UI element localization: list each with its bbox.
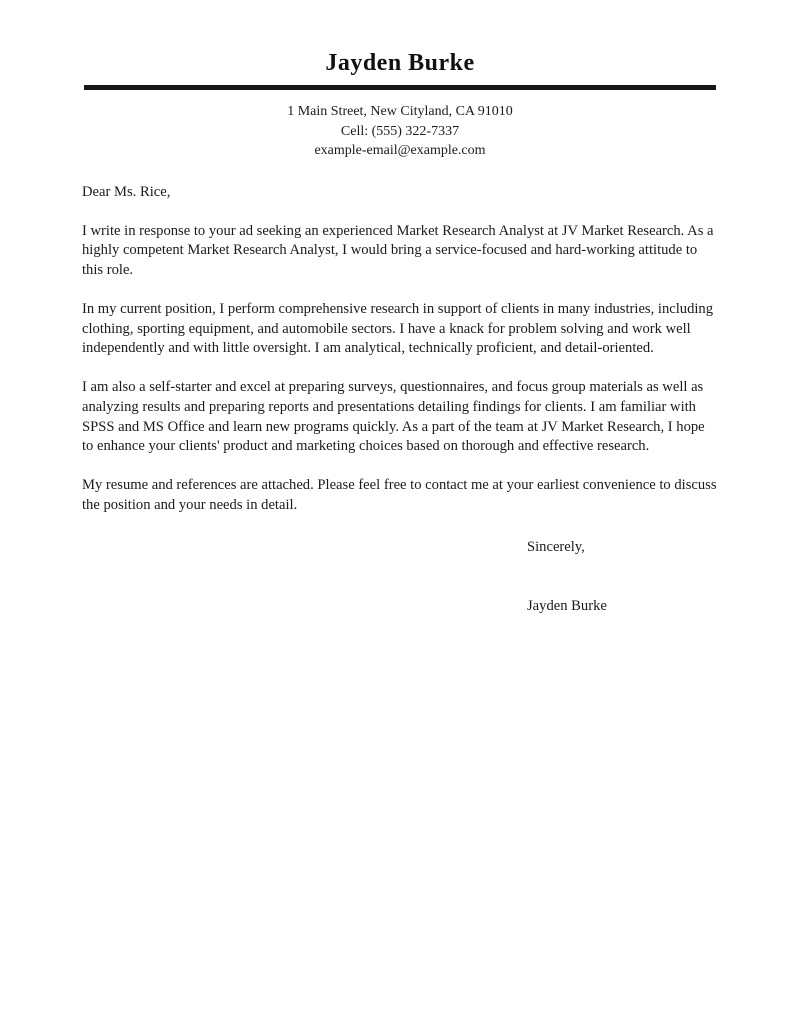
header-double-rule bbox=[84, 85, 716, 90]
body-paragraph-4: My resume and references are attached. Please feel free to contact me at your earliest convenience to discuss the position and your needs in detail. bbox=[82, 477, 717, 513]
author-name: Jayden Burke bbox=[325, 50, 475, 76]
salutation: Dear Ms. Rice, bbox=[82, 183, 171, 200]
closing: Sincerely, bbox=[527, 538, 585, 555]
body-paragraph-1: I write in response to your ad seeking an experienced Market Research Analyst at JV Market Research. As a highly competent Market Research Analyst, I would bring a service-focused and hard-working attitude to this role. bbox=[82, 222, 714, 278]
signature: Jayden Burke bbox=[527, 598, 607, 615]
phone-line: Cell: (555) 322-7337 bbox=[340, 123, 460, 139]
body-paragraph-3: I am also a self-starter and excel at preparing surveys, questionnaires, and focus group materials as well as analyzing results and preparing reports and presentations detailing findings for clients. I am familiar with SPSS and MS Office and learn new programs quickly. As a part of the team at JV Market Research, I hope to enhance your clients' product and marketing choices based on thorough and effective research. bbox=[82, 379, 705, 455]
letter-header bbox=[0, 0, 800, 161]
contact-block bbox=[0, 102, 800, 161]
address-line: 1 Main Street, New Cityland, CA 91010 bbox=[287, 104, 513, 119]
letter-body bbox=[82, 183, 718, 617]
body-paragraph-2: In my current position, I perform comprehensive research in support of clients in many industries, including clothing, sporting equipment, and automobile sectors. I have a knack for problem solving and work well independently and with little oversight. I am analytical, technically proficient, and detail-oriented. bbox=[82, 301, 714, 357]
closing-block bbox=[527, 538, 718, 617]
email-line: example-email@example.com bbox=[314, 143, 486, 158]
